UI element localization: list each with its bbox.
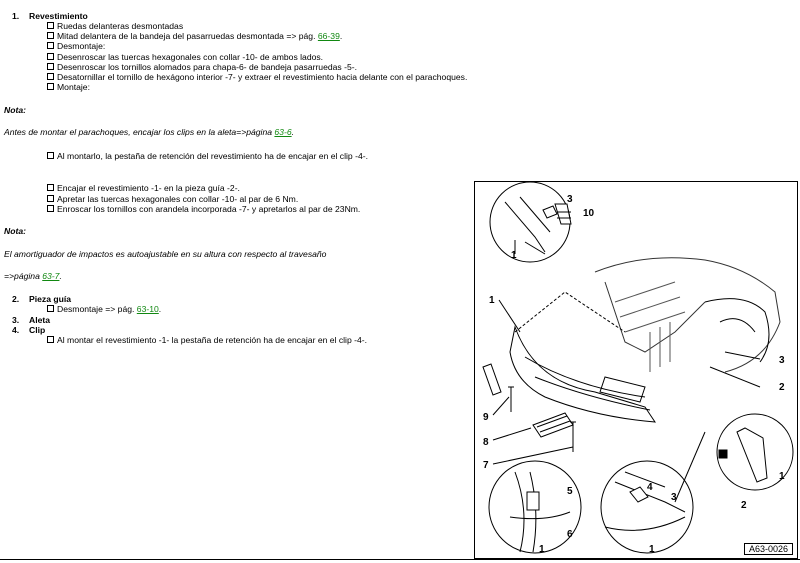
page-link-63-7[interactable]: 63-7 [42, 271, 60, 281]
list-item: Montaje: [47, 82, 90, 92]
section-2-number: 2. [12, 294, 20, 304]
callout-1-main: 1 [489, 295, 495, 306]
page-link-63-6[interactable]: 63-6 [274, 127, 292, 137]
list-item: Desenroscar las tuercas hexagonales con collar -10- de ambos lados. [47, 52, 323, 62]
checkbox-icon [47, 195, 54, 202]
checkbox-icon [47, 336, 54, 343]
bottom-divider [0, 559, 800, 560]
checkbox-icon [47, 32, 54, 39]
list-item: Desmontaje => pág. 63-10. [47, 304, 161, 314]
section-3-title: Aleta [29, 315, 51, 325]
callout-8: 8 [483, 437, 489, 448]
checkbox-icon [47, 63, 54, 70]
note-text: Antes de montar el parachoques, encajar los clips en la aleta=>página 63-6. [4, 127, 294, 137]
callout-3-main: 3 [779, 355, 785, 366]
callout-10-top: 10 [583, 208, 595, 219]
exploded-view-figure [474, 181, 798, 559]
callout-4: 4 [647, 482, 653, 493]
checkbox-icon [47, 305, 54, 312]
callout-1-bottom-middle: 1 [649, 544, 655, 555]
list-item: Mitad delantera de la bandeja del pasarruedas desmontada => pág. 66-39. [47, 31, 342, 41]
section-4-number: 4. [12, 325, 20, 335]
callout-6: 6 [567, 529, 573, 540]
callout-3-top: 3 [567, 194, 573, 205]
checkbox-icon [47, 152, 54, 159]
callout-2-main: 2 [779, 382, 785, 393]
list-item: Apretar las tuercas hexagonales con collar -10- al par de 6 Nm. [47, 194, 298, 204]
list-item: Ruedas delanteras desmontadas [47, 21, 183, 31]
list-item: Desmontaje: [47, 41, 105, 51]
section-4-title: Clip [29, 325, 46, 335]
checkbox-icon [47, 184, 54, 191]
checkbox-icon [47, 22, 54, 29]
checkbox-icon [47, 83, 54, 90]
checkbox-icon [47, 73, 54, 80]
callout-7: 7 [483, 460, 489, 471]
list-item: Desenroscar los tornillos alomados para chapa-6- de bandeja pasarruedas -5-. [47, 62, 357, 72]
bumper-cover-drawing [475, 182, 799, 560]
checkbox-icon [47, 205, 54, 212]
page-link-63-10[interactable]: 63-10 [136, 304, 159, 314]
list-item: Desatornillar el tornillo de hexágono interior -7- y extraer el revestimiento hacia delante con el parachoques. [47, 72, 467, 82]
section-3-number: 3. [12, 315, 20, 325]
section-2-title: Pieza guía [29, 294, 72, 304]
list-item: Encajar el revestimiento -1- en la pieza guía -2-. [47, 183, 240, 193]
note-label: Nota: [4, 226, 26, 236]
figure-id-label: A63-0026 [744, 543, 793, 555]
note-text: El amortiguador de impactos es autoajustable en su altura con respecto al travesaño [4, 249, 327, 259]
page-link-66-39[interactable]: 66-39 [317, 31, 340, 41]
callout-9: 9 [483, 412, 489, 423]
callout-1-right: 1 [779, 471, 785, 482]
section-1-title: Revestimiento [29, 11, 88, 21]
checkbox-icon [47, 42, 54, 49]
callout-1-bottom-left: 1 [539, 544, 545, 555]
callout-2-right: 2 [741, 500, 747, 511]
list-item: Enroscar los tornillos con arandela incorporada -7- y apretarlos al par de 23Nm. [47, 204, 360, 214]
callout-5: 5 [567, 486, 573, 497]
list-item: Al montarlo, la pestaña de retención del revestimiento ha de encajar en el clip -4-. [47, 151, 368, 161]
callout-1-top: 1 [511, 250, 517, 261]
note-label: Nota: [4, 105, 26, 115]
callout-3-bottom: 3 [671, 492, 677, 503]
section-1-number: 1. [12, 11, 20, 21]
list-item: Al montar el revestimiento -1- la pestaña de retención ha de encajar en el clip -4-. [47, 335, 367, 345]
checkbox-icon [47, 53, 54, 60]
note-reference: =>página 63-7. [4, 271, 62, 281]
